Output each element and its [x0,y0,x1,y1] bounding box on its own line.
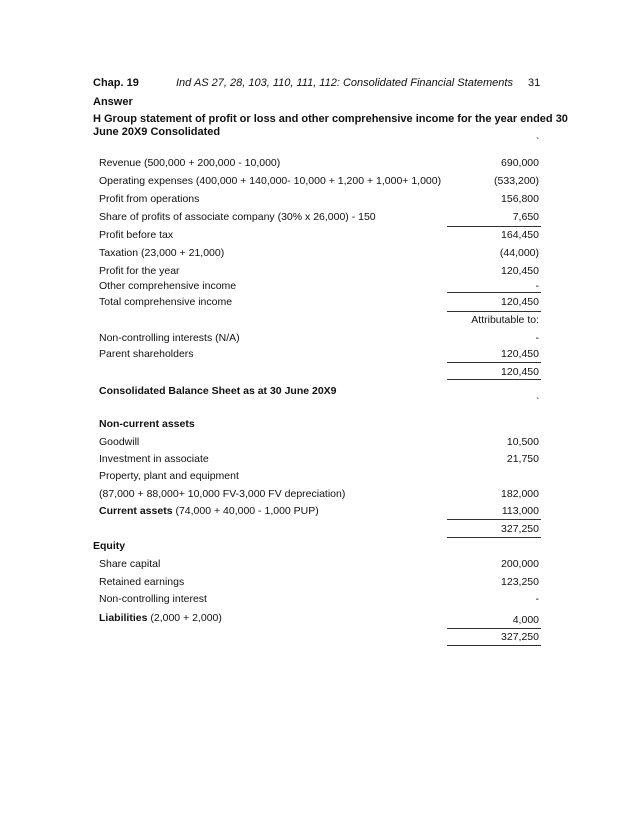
bs-row-label: Goodwill [99,436,140,448]
liabilities-bold: Liabilities [99,612,148,624]
pl-row-label: Taxation (23,000 + 21,000) [99,247,225,259]
answer-label: Answer [93,96,133,108]
current-assets-value: 113,000 [501,505,539,517]
pl-row-label: Share of profits of associate company (30% x 26,000) - 150 [99,211,376,223]
current-assets-detail: (74,000 + 40,000 - 1,000 PUP) [172,505,319,517]
pl-row-label: Revenue (500,000 + 200,000 - 10,000) [99,157,281,169]
currency-tick: ` [536,136,540,148]
current-assets-label [99,505,319,517]
subtotal-rule [447,292,541,293]
bs-row-value: - [535,593,539,605]
pl-row-value: (44,000) [499,247,539,259]
pl-row-value: 120,450 [501,348,539,360]
bs-row-value: 21,750 [506,453,539,465]
bs-row-value: 123,250 [501,576,539,588]
bs-row-label: Investment in associate [99,453,209,465]
pl-row-value: 690,000 [501,157,539,169]
pl-row-value: - [535,332,539,344]
page-number: 31 [528,77,541,89]
pl-row-label: Parent shareholders [99,348,194,360]
pl-row-value: - [535,280,539,292]
liabilities-detail: (2,000 + 2,000) [147,612,222,624]
bs-row-label: Retained earnings [99,576,185,588]
bs-row-label: Share capital [99,558,161,570]
bs-row-value: 10,500 [506,436,539,448]
attributable-label: Attributable to: [471,314,539,326]
current-assets-bold: Current assets [99,505,173,517]
total-rule [447,537,541,538]
subtotal-rule [447,311,541,312]
pl-row-label: Total comprehensive income [99,296,233,308]
total-equity-liabilities-value: 327,250 [501,631,539,643]
bs-row-label: (87,000 + 88,000+ 10,000 FV-3,000 FV depreciation) [99,488,346,500]
pl-row-value: (533,200) [494,175,539,187]
total-assets-value: 327,250 [501,523,539,535]
chapter-label: Chap. 19 [93,77,139,89]
currency-tick: ` [536,396,540,408]
non-current-assets-heading: Non-current assets [99,418,195,430]
pl-row-label: Other comprehensive income [99,280,237,292]
pl-row-label: Operating expenses (400,000 + 140,000- 10,000 + 1,200 + 1,000+ 1,000) [99,175,442,187]
liabilities-label [99,612,222,624]
pl-heading-line2: June 20X9 Consolidated [93,126,221,138]
pl-row-value: 120,450 [501,265,539,277]
pl-row-label: Profit from operations [99,193,200,205]
pl-row-value: 164,450 [501,229,539,241]
pl-total-value: 120,450 [501,366,539,378]
total-rule [447,379,541,380]
pl-row-value: 156,800 [501,193,539,205]
pl-row-value: 7,650 [512,211,539,223]
bs-row-label: Property, plant and equipment [99,470,239,482]
pl-heading-line1: H Group statement of profit or loss and other comprehensive income for the year ended 30 [93,113,568,125]
pl-row-value: 120,450 [501,296,539,308]
bs-row-value: 182,000 [501,488,539,500]
pl-row-label: Non-controlling interests (N/A) [99,332,240,344]
chapter-title: Ind AS 27, 28, 103, 110, 111, 112: Consolidated Financial Statements [176,77,513,89]
subtotal-rule [447,628,541,629]
subtotal-rule [447,226,541,227]
pl-row-label: Profit for the year [99,265,180,277]
equity-heading: Equity [93,540,126,552]
subtotal-rule [447,519,541,520]
subtotal-rule [447,362,541,363]
pl-row-label: Profit before tax [99,229,174,241]
bs-heading: Consolidated Balance Sheet as at 30 June 20X9 [99,385,337,397]
liabilities-value: 4,000 [512,614,539,626]
total-rule [447,645,541,646]
bs-row-value: 200,000 [501,558,539,570]
bs-row-label: Non-controlling interest [99,593,207,605]
